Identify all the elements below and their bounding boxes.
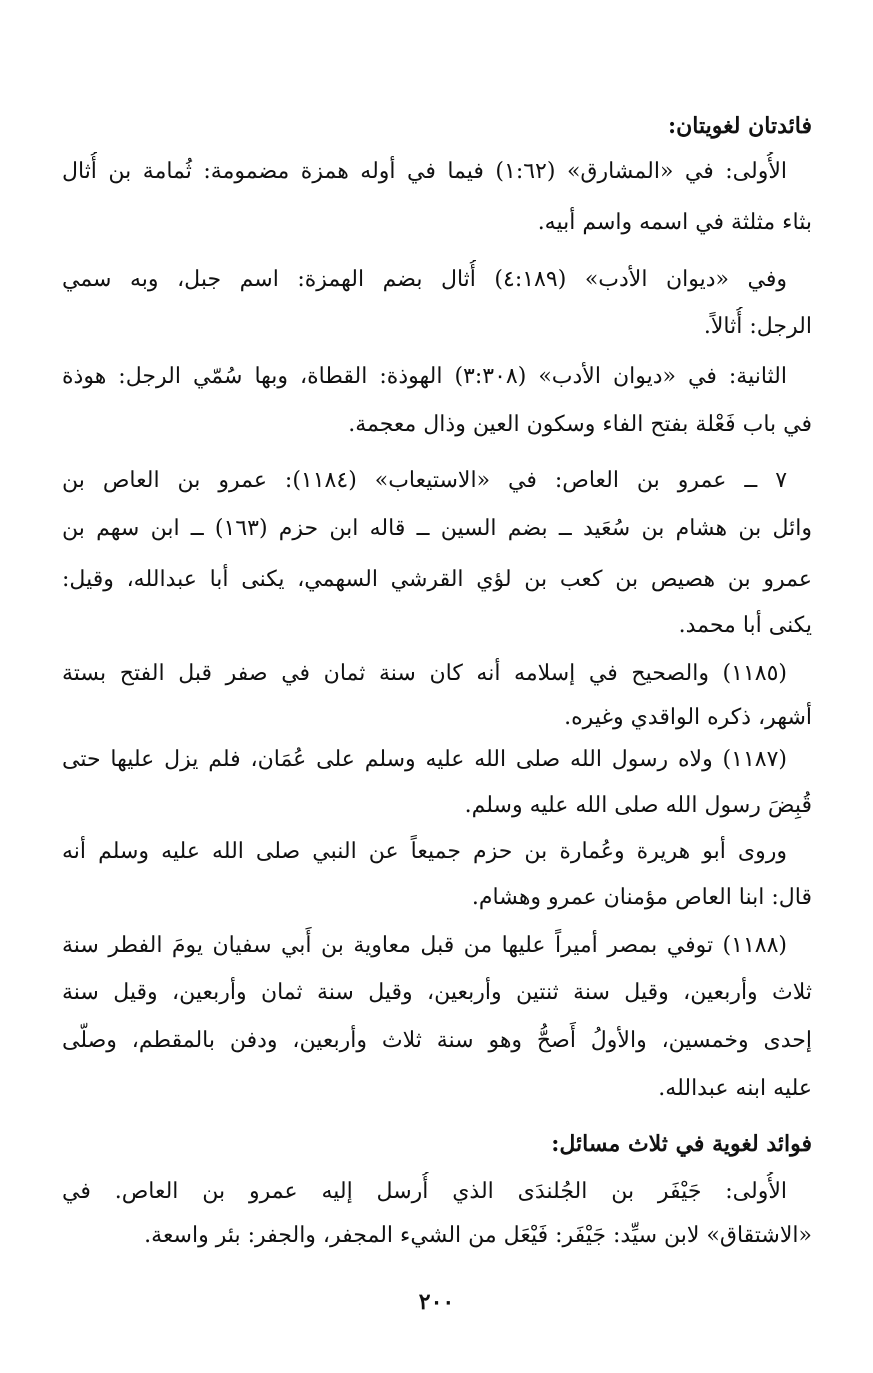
text-line: (١١٨٧) ولاه رسول الله صلى الله عليه وسلم على عُمَان، فلم يزل عليها حتى [62,747,787,772]
text-line: الثانية: في «ديوان الأدب» (٣:٣٠٨) الهوذة: القطاة، وبها سُمّي الرجل: هوذة [62,364,787,389]
text-line: الرجل: أُثالاً. [703,314,812,339]
entry-heading-amr-ibn-al-as: ٧ ــ عمرو بن العاص: في «الاستيعاب» (١١٨٤): عمرو بن العاص بن [62,468,787,493]
text-line: وفي «ديوان الأدب» (٤:١٨٩) أُثال بضم الهمزة: اسم جبل، وبه سمي [62,267,787,292]
text-line: ثلاث وأربعين، وقيل سنة ثنتين وأربعين، وقيل سنة ثمان وأربعين، وقيل سنة [62,980,812,1005]
section-heading-linguistic-notes: فائدتان لغويتان: [668,113,812,139]
text-line: قال: ابنا العاص مؤمنان عمرو وهشام. [471,885,812,910]
text-line: قُبِضَ رسول الله صلى الله عليه وسلم. [464,793,812,818]
text-line: إحدى وخمسين، والأولُ أَصحُّ وهو سنة ثلاث وأربعين، ودفن بالمقطم، وصلّى [62,1028,812,1053]
section-heading-linguistic-issues: فوائد لغوية في ثلاث مسائل: [551,1131,812,1157]
text-line: أشهر، ذكره الواقدي وغيره. [564,705,812,730]
text-line: (١١٨٥) والصحيح في إسلامه أنه كان سنة ثمان في صفر قبل الفتح بستة [62,661,787,686]
text-line: الأُولى: جَيْفَر بن الجُلندَى الذي أُرسل إليه عمرو بن العاص. في [62,1179,787,1204]
page-number: ٢٠٠ [418,1289,455,1315]
text-line: عمرو بن هصيص بن كعب بن لؤي القرشي السهمي، يكنى أبا عبدالله، وقيل: [62,567,812,592]
text-line: وروى أبو هريرة وعُمارة بن حزم جميعاً عن النبي صلى الله عليه وسلم أنه [62,839,787,864]
text-line: في باب فَعْلة بفتح الفاء وسكون العين وذال معجمة. [348,412,812,437]
document-page [62,0,812,1373]
text-line: (١١٨٨) توفي بمصر أميراً عليها من قبل معاوية بن أَبي سفيان يومَ الفطر سنة [62,933,787,958]
text-line: بثاء مثلثة في اسمه واسم أبيه. [537,210,812,235]
text-line: الأُولى: في «المشارق» (١:٦٢) فيما في أوله همزة مضمومة: ثُمامة بن أُثال [62,159,787,184]
text-line: وائل بن هشام بن سُعَيد ــ بضم السين ــ قاله ابن حزم (١٦٣) ــ ابن سهم بن [62,516,812,541]
text-line: «الاشتقاق» لابن سيِّد: جَيْفَر: فَيْعَل من الشيء المجفر، والجفر: بئر واسعة. [144,1223,812,1248]
text-line: يكنى أبا محمد. [678,613,812,638]
text-line: عليه ابنه عبدالله. [658,1076,812,1101]
